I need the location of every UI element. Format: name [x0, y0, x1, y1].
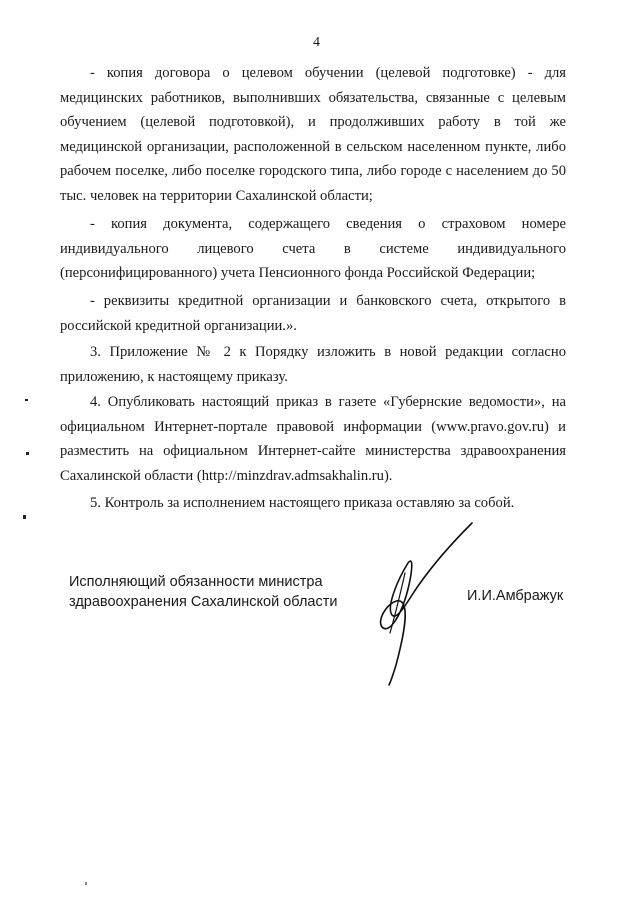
- paragraph-insurance-number: - копия документа, содержащего сведения о страховом номере индивидуального лицевого счета в системе индивидуального (персонифицированного) учета Пенсионного фонда Российской Федерации;: [60, 216, 566, 282]
- scan-speck: [25, 399, 28, 401]
- signatory-name: И.И.Амбражук: [467, 588, 564, 604]
- paragraph-item-4: 4. Опубликовать настоящий приказ в газете «Губернские ведомости», на официальном Интернет-портале правовой информации (www.pravo.gov.ru) и разместить на официальном Интернет-сайте министерства здравоохранения Сахалинской области (http://minzdrav.admsakhalin.ru).: [60, 394, 566, 484]
- signatory-position-line2: здравоохранения Сахалинской области: [69, 594, 338, 610]
- paragraph-item-5: 5. Контроль за исполнением настоящего приказа оставляю за собой.: [90, 495, 515, 511]
- paragraph-item-3: 3. Приложение № 2 к Порядку изложить в новой редакции согласно приложению, к настоящему приказу.: [60, 344, 566, 385]
- paragraph-bank-details: - реквизиты кредитной организации и банковского счета, открытого в российской кредитной организации.».: [60, 293, 566, 334]
- page-number: 4: [313, 35, 320, 50]
- scan-speck: [85, 882, 87, 885]
- signatory-position: [69, 572, 337, 612]
- scan-speck: [26, 452, 29, 455]
- paragraph-contract-copy: - копия договора о целевом обучении (целевой подготовке) - для медицинских работников, выполнивших обязательства, связанные с целевым обучением (целевой подготовкой), и продолживших работу в той же медицинской организации, расположенной в сельском населенном пункте, либо рабочем поселке, либо поселке городского типа, либо городе с населением до 50 тыс. человек на территории Сахалинской области;: [60, 65, 566, 204]
- scan-speck: [23, 515, 26, 519]
- signatory-position-line1: Исполняющий обязанности министра: [69, 574, 323, 590]
